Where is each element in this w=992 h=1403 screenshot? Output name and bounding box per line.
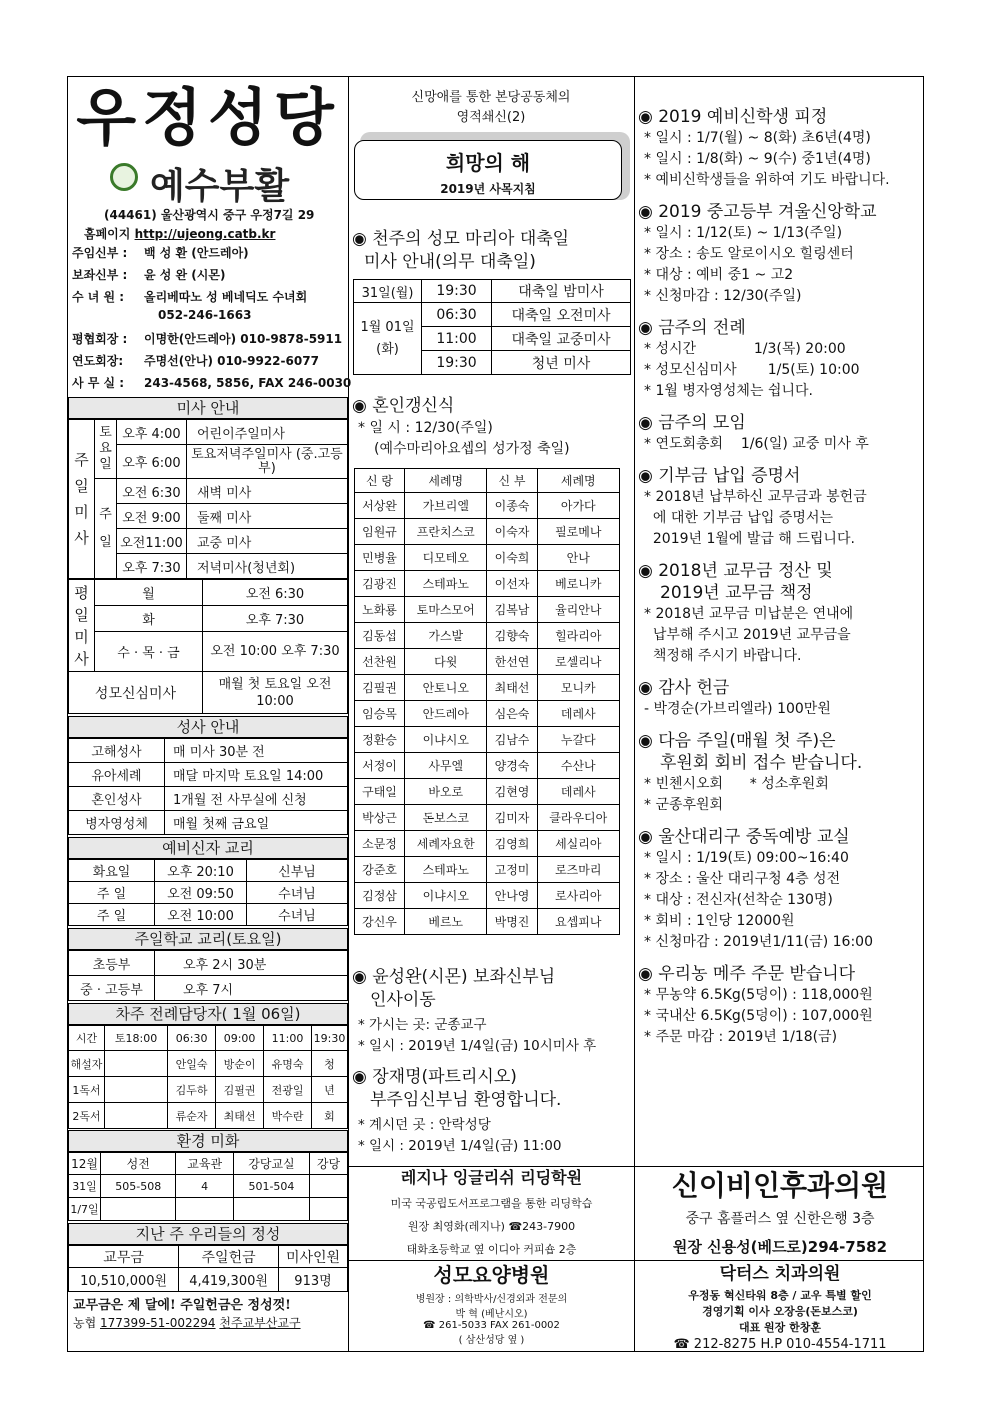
left-tables xyxy=(68,397,348,1292)
notice-line: 납부해 주시고 2019년 교무금을 xyxy=(644,627,851,643)
catechumen-table: 화요일 오후 20:10 신부님 주 일 오전 09:50 수녀님 주 일 오전 10:00 수녀님 xyxy=(68,859,348,926)
notice-line: * 군종후원회 xyxy=(644,797,724,813)
notice-line: * 성모신심미사 1/5(토) 10:00 xyxy=(644,362,860,378)
wedding-title: ◉ 혼인갱신식 xyxy=(352,396,455,416)
notice-line: 책정해 주시기 바랍니다. xyxy=(644,648,802,664)
notice-line: * 국내산 6.5Kg(5덩이) : 107,000원 xyxy=(644,1008,873,1024)
wedding-note: (예수마리아요셉의 성가정 축일) xyxy=(374,441,570,457)
notice-line: * 일시 : 1/19(토) 09:00~16:40 xyxy=(644,850,849,866)
notice-title: ◉ 울산대리구 중독예방 교실 xyxy=(638,827,850,847)
right-column xyxy=(638,106,922,1048)
couple-row: 김광진 스테파노 이선자 베로니카 xyxy=(355,571,620,597)
couple-row: 서상완 가브리엘 이종숙 아가다 xyxy=(355,493,620,519)
staff-row: 평협회장 : 이명한(안드레아) 010-9878-5911 xyxy=(72,332,343,346)
notice-line: * 장소 : 송도 알로이시오 힐링센터 xyxy=(644,246,854,262)
notice-block xyxy=(638,106,922,191)
wedding-date: * 일 시 : 12/30(주일) xyxy=(358,420,493,436)
year-box: 희망의 해 2019년 사목지침 xyxy=(354,140,622,200)
sacrament-title: 성사 안내 xyxy=(68,716,348,738)
notice-title: ◉ 기부금 납입 증명서 xyxy=(638,466,801,486)
address: (44461) 울산광역시 중구 우정7길 29 xyxy=(104,208,315,222)
staff-row: 사 무 실 : 243-4568, 5856, FAX 246-0030 xyxy=(72,376,352,390)
notice-line: 2019년 1월에 발급 해 드립니다. xyxy=(644,531,855,547)
feast-subtitle: 미사 안내(의무 대축일) xyxy=(364,252,536,272)
notice-title: ◉ 2019 중고등부 겨울신앙학교 xyxy=(638,202,877,222)
offering-title: 지난 주 우리들의 정성 xyxy=(68,1223,348,1245)
church-title: 우정성당 xyxy=(76,81,340,154)
notice-line: * 무농약 6.5Kg(5덩이) : 118,000원 xyxy=(644,987,873,1003)
notice-block xyxy=(638,730,922,816)
priest-move-line: * 일시 : 2019년 1/4일(금) 10시미사 후 xyxy=(358,1038,597,1054)
notice-line: * 성시간 1/3(목) 20:00 xyxy=(644,341,846,357)
couple-row: 김동섭 가스발 김향숙 힐라리아 xyxy=(355,623,620,649)
notice-line: * 주문 마감 : 2019년 1/18(금) xyxy=(644,1029,838,1045)
staff-row: 보좌신부 : 윤 성 완 (시몬) xyxy=(72,268,226,282)
staff-list xyxy=(72,244,352,396)
notice-line: * 1월 병자영성체는 쉽니다. xyxy=(644,383,813,399)
ad-reading: 레지나 잉글리쉬 리딩학원 미국 국공립도서프로그램을 통한 리딩학습 원장 최영화(레지나) ☎243-7900 태화초등학교 옆 이디아 커피숍 2층 xyxy=(390,1168,593,1256)
notice-block xyxy=(638,560,922,667)
church-subtitle: 예수부활 xyxy=(150,165,290,207)
couples-wrap xyxy=(354,468,620,935)
staff-row: 수 녀 원 : 올리베따노 성 베네딕도 수녀회 xyxy=(72,290,308,304)
env-title: 환경 미화 xyxy=(68,1130,348,1152)
staff-row: 052-246-1663 xyxy=(158,308,252,322)
notice-block xyxy=(638,412,922,455)
notice-line: * 신청마감 : 12/30(주일) xyxy=(644,288,802,304)
notice-line: * 일시 : 1/8(화) ~ 9(수) 중1년(4명) xyxy=(644,151,871,167)
priest-welcome-line: * 계시던 곳 : 안락성당 xyxy=(358,1117,491,1133)
couple-row: 서정이 사무엘 양경숙 수산나 xyxy=(355,753,620,779)
liturgy-table: 시간 토18:00 06:30 09:00 11:00 19:30 해설자 안일숙 방순이 유명숙 청 1독서 김두하 김필권 전광일 년 2독서 류순자 최태선 박수란 회 xyxy=(68,1025,348,1129)
notice-line: * 2018년 납부하신 교무금과 봉헌금 xyxy=(644,489,867,505)
offering-table: 교무금 주일헌금 미사인원 10,510,000원 4,419,300원 913명 xyxy=(68,1245,348,1292)
env-table: 12월 성전 교육관 강당교실 강당 31일 505-508 4 501-504 1/7일 xyxy=(68,1152,348,1221)
liturgy-title: 차주 전례담당자( 1월 06일) xyxy=(68,1003,348,1025)
priest-move-title: ◉ 윤성완(시몬) 보좌신부님 xyxy=(352,967,556,987)
notice-line: * 2018년 교무금 미납분은 연내에 xyxy=(644,606,854,622)
notice-block xyxy=(638,201,922,307)
notice-block xyxy=(638,465,922,550)
couples-table: 신 랑 세례명 신 부 세례명 서상완 가브리엘 이종숙 아가다 임원규 프란치스코 이숙자 필로메나 민병율 디모테오 이숙희 안나 김광진 스테파노 이선자 베로니카 노화룡 토마스모어 김복남 율리안나 김동섭 가스발 김향숙 힐라리아 선찬원 다윗 한선연 로셀리나 김필권 안토니오 최태선 모니카 임승목 안드레아 심은숙 데레사 정환승 이냐시오 김남수 누갈다 서정이 사무엘 양경숙 수산나 구태일 바오로 김현영 데레사 박상근 돈보스코 김미자 클라우디아 소문정 세례자요한 김영희 세실리아 강준호 스테파노 고정미 로즈마리 김정삼 이냐시오 안나영 로사리아 강신우 베르노 박명진 요셉피나 xyxy=(354,468,620,935)
notice-block xyxy=(638,677,922,720)
notice-title: ◉ 우리농 메주 주문 받습니다 xyxy=(638,964,856,984)
priest-move-subtitle: 인사이동 xyxy=(370,990,436,1010)
catechumen-title: 예비신자 교리 xyxy=(68,837,348,859)
couple-row: 강신우 베르노 박명진 요셉피나 xyxy=(355,909,620,935)
notice-title: ◉ 금주의 전례 xyxy=(638,318,746,338)
notice-line: * 대상 : 전신자(선착순 130명) xyxy=(644,892,833,908)
mass-title: 미사 안내 xyxy=(68,397,348,419)
sunday-school-title: 주일학교 교리(토요일) xyxy=(68,928,348,950)
notice-line: - 박경순(가브리엘라) 100만원 xyxy=(644,701,831,717)
sunday-school-table: 초등부 오후 2시 30분 중 · 고등부 오후 7시 xyxy=(68,950,348,1001)
couple-row: 임승목 안드레아 심은숙 데레사 xyxy=(355,701,620,727)
notice-line: * 연도회총회 1/6(일) 교중 미사 후 xyxy=(644,436,869,452)
offering-note: 교무금은 제 달에! 주일헌금은 정성껏! xyxy=(73,1298,291,1313)
weekday-mass-table: 평일미사 월 오전 6:30 화 오후 7:30 수 · 목 · 금 오전 10:00 오후 7:30 성모신심미사 매월 첫 토요일 오전 10:00 xyxy=(68,579,348,714)
notice-title: 후원회 회비 접수 받습니다. xyxy=(660,753,863,773)
bank-account: 농협 177399-51-002294 천주교부산교구 xyxy=(73,1316,301,1330)
ad-ent: 신이비인후과의원 중구 홈플러스 옆 신한은행 3층 원장 신용성(베드로)294-7582 xyxy=(671,1169,889,1256)
priest-welcome-title: ◉ 장재명(파트리시오) xyxy=(352,1067,517,1087)
couple-row: 민병율 디모테오 이숙희 안나 xyxy=(355,545,620,571)
priest-move-line: * 가시는 곳: 군종교구 xyxy=(358,1017,487,1033)
feast-title: ◉ 천주의 성모 마리아 대축일 xyxy=(352,229,570,249)
staff-row: 주임신부 : 백 성 환 (안드레아) xyxy=(72,246,249,260)
notice-title: ◉ 금주의 모임 xyxy=(638,413,746,433)
staff-row: 연도회장: 주명선(안나) 010-9922-6077 xyxy=(72,354,319,368)
notice-line: 에 대한 기부금 납입 증명서는 xyxy=(644,510,833,526)
divider-right xyxy=(634,76,635,1166)
couple-row: 김정삼 이냐시오 안나영 로사리아 xyxy=(355,883,620,909)
notice-title: 2019년 교무금 책정 xyxy=(660,583,813,603)
notice-title: ◉ 2018년 교무금 정산 및 xyxy=(638,561,833,581)
couple-row: 임원규 프란치스코 이숙자 필로메나 xyxy=(355,519,620,545)
church-logo-icon xyxy=(110,163,138,191)
notice-line: * 회비 : 1인당 12000원 xyxy=(644,913,795,929)
couple-row: 정환승 이냐시오 김남수 누갈다 xyxy=(355,727,620,753)
notice-title: ◉ 다음 주일(매월 첫 주)은 xyxy=(638,731,836,751)
priest-welcome-line: * 일시 : 2019년 1/4일(금) 11:00 xyxy=(358,1138,562,1154)
notice-line: * 신청마감 : 2019년1/11(금) 16:00 xyxy=(644,934,873,950)
notice-line: * 일시 : 1/7(월) ~ 8(화) 초6년(4명) xyxy=(644,130,871,146)
notice-line: * 예비신학생들을 위하여 기도 바랍니다. xyxy=(644,172,890,188)
homepage: 홈페이지 http://ujeong.catb.kr xyxy=(84,227,276,241)
sacrament-table: 고해성사 매 미사 30분 전 유아세례 매달 마지막 토요일 14:00 혼인성사 1개월 전 사무실에 신청 병자영성체 매월 첫째 금요일 xyxy=(68,738,348,835)
notice-block xyxy=(638,317,922,402)
notice-title: ◉ 2019 예비신학생 피정 xyxy=(638,107,828,127)
motto: 신망애를 통한 본당공동체의 영적쇄신(2) xyxy=(411,90,571,125)
homepage-link[interactable]: http://ujeong.catb.kr xyxy=(134,227,276,241)
divider-left xyxy=(348,76,349,1352)
feast-table: 31일(월) 19:30 대축일 밤미사 1월 01일(화) 06:30 대축일 오전미사 11:00 대축일 교중미사 19:30 청년 미사 xyxy=(353,279,631,375)
notice-block xyxy=(638,963,922,1048)
couple-row: 김필권 안토니오 최태선 모니카 xyxy=(355,675,620,701)
notice-line: * 장소 : 울산 대리구청 4층 성전 xyxy=(644,871,841,887)
notice-block xyxy=(638,826,922,953)
feast-table-wrap xyxy=(353,279,631,375)
priest-welcome-subtitle: 부주임신부님 환영합니다. xyxy=(370,1090,562,1110)
couple-row: 박상근 돈보스코 김미자 클라우디아 xyxy=(355,805,620,831)
notice-line: * 빈첸시오회 * 성소후원회 xyxy=(644,776,829,792)
couple-row: 노화룡 토마스모어 김복남 율리안나 xyxy=(355,597,620,623)
couple-row: 소문정 세례자요한 김영희 세실리아 xyxy=(355,831,620,857)
couple-row: 구태일 바오로 김현영 데레사 xyxy=(355,779,620,805)
ad-hospital: 성모요양병원 병원장 : 의학박사/신경외과 전문의 박 혁 (베난시오) ☎ 261-5033 FAX 261-0002 ( 삼산성당 옆 ) xyxy=(415,1263,568,1346)
couple-row: 선찬원 다윗 한선연 로셀리나 xyxy=(355,649,620,675)
notice-title: ◉ 감사 헌금 xyxy=(638,678,730,698)
ad-dental: 닥터스 치과의원 우정동 혁신타워 8층 / 교우 특별 할인 경영기획 이사 오장응(돈보스코) 대표 원장 한창훈 ☎ 212-8275 H.P 010-4554-1711 xyxy=(673,1264,887,1352)
sunday-label: 주일미사 xyxy=(69,420,95,579)
mass-table: 주일미사 토요일 오후 4:00 어린이주일미사 오후 6:00 토요저녁주일미사 (중.고등부) 주일 오전 6:30 새벽 미사 오전 9:00 둘째 미사 오전11:00 교중 미사 오후 7:30 저녁미사(청년회) xyxy=(68,419,348,579)
couple-row: 강준호 스테파노 고정미 로즈마리 xyxy=(355,857,620,883)
notice-line: * 대상 : 예비 중1 ~ 고2 xyxy=(644,267,794,283)
notice-line: * 일시 : 1/12(토) ~ 1/13(주일) xyxy=(644,225,843,241)
